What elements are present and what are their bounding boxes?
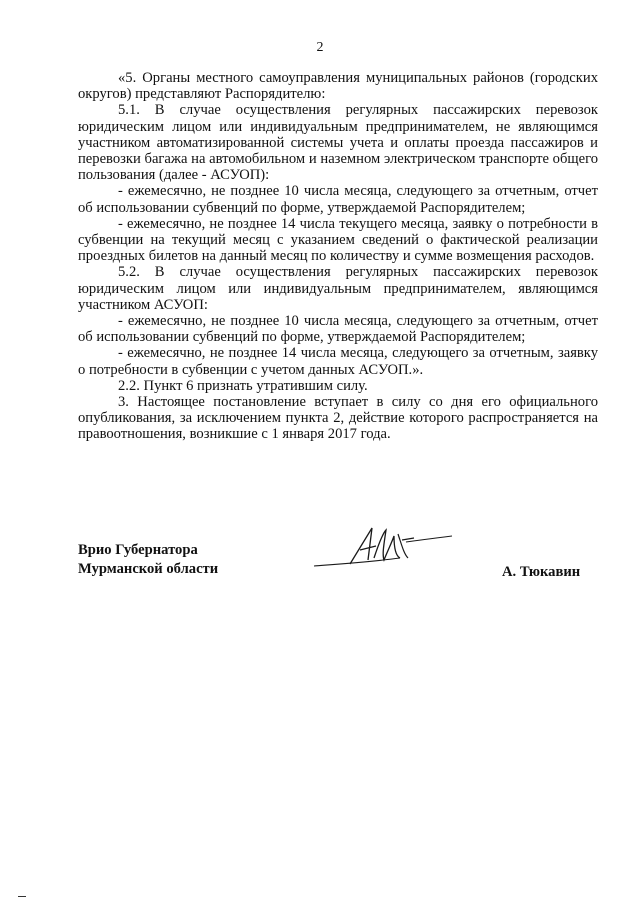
paragraph-5-2-report: - ежемесячно, не позднее 10 числа месяца, следующего за отчетным, отчет об использовании субвенций по форме, утверждаемой Распорядителем;: [78, 313, 598, 346]
signatory-name: А. Тюкавин: [502, 564, 581, 580]
paragraph-item-5-2: 5.2. В случае осуществления регулярных пассажирских перевозок юридическим лицом или индивидуальным предпринимателем, являющимся участником АСУОП:: [78, 264, 598, 313]
handwritten-signature: [310, 520, 460, 580]
paragraph-item-5: «5. Органы местного самоуправления муниципальных районов (городских округов) представляют Распорядителю:: [78, 70, 598, 103]
paragraph-item-3: 3. Настоящее постановление вступает в силу со дня его официального опубликования, за исключением пункта 2, действие которого распространяется на правоотношения, возникшие с 1 января 2017 года.: [78, 394, 598, 443]
paragraph-5-1-report: - ежемесячно, не позднее 10 числа месяца, следующего за отчетным, отчет об использовании субвенций по форме, утверждаемой Распорядителем;: [78, 183, 598, 216]
document-body: [78, 70, 598, 443]
paragraph-item-5-1: 5.1. В случае осуществления регулярных пассажирских перевозок юридическим лицом или индивидуальным предпринимателем, не являющимся участником автоматизированной системы учета и оплаты проезда пассажиров и перевозки багажа на автомобильном и наземном электрическом транспорте общего пользования (далее - АСУОП):: [78, 102, 598, 184]
signatory-position: [78, 541, 218, 579]
paragraph-item-2-2: 2.2. Пункт 6 признать утратившим силу.: [118, 377, 368, 394]
page-number: 2: [316, 40, 324, 55]
paragraph-5-1-request: - ежемесячно, не позднее 14 числа текущего месяца, заявку о потребности в субвенции на текущий месяц с указанием сведений о фактической реализации проездных билетов на данный месяц по количеству и сумме возмещения расходов.: [78, 215, 598, 265]
signatory-position-line2: Мурманской области: [78, 561, 219, 577]
page-edge-mark: [18, 896, 26, 897]
paragraph-5-2-request: - ежемесячно, не позднее 14 числа месяца, следующего за отчетным, заявку о потребности в субвенции с учетом данных АСУОП.».: [78, 345, 598, 378]
signatory-position-line1: Врио Губернатора: [78, 542, 198, 558]
